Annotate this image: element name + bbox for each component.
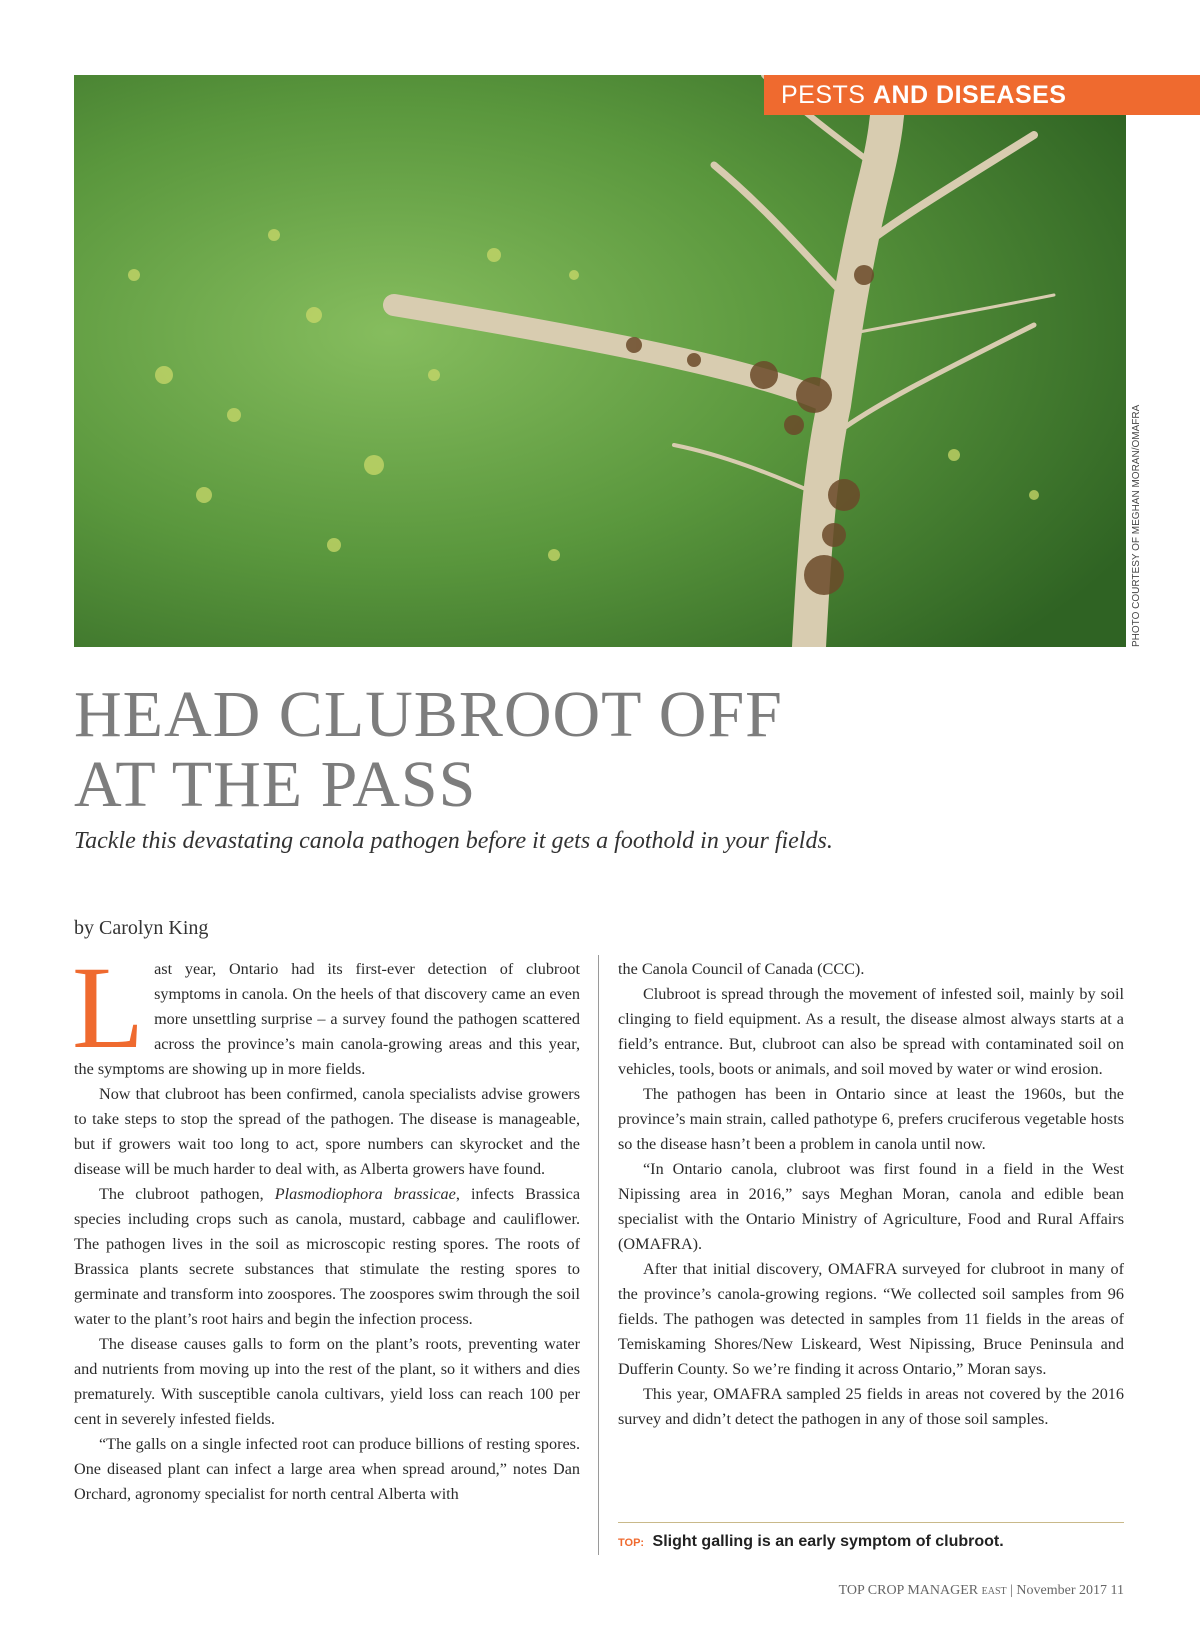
clubroot-root-illustration [74, 75, 1126, 647]
section-label-light: PESTS [781, 80, 866, 109]
column-divider [598, 955, 599, 1555]
page-number: 11 [1110, 1583, 1124, 1598]
magazine-name: TOP CROP MANAGER [838, 1583, 979, 1598]
caption-rule [618, 1522, 1124, 1523]
body-paragraph: Clubroot is spread through the movement of infested soil, mainly by soil clinging to field equipment. As a result, the disease almost always starts at a field’s entrance. But, clubroot can also be spread with contaminated soil on vehicles, tools, boots or animals, and soil moved by water or wind erosion. [618, 985, 1124, 1078]
folio-separator: | [1010, 1583, 1013, 1598]
deck: Tackle this devastating canola pathogen before it gets a foothold in your fields. [74, 828, 833, 854]
photo-caption [618, 1533, 1138, 1551]
body-paragraph: After that initial discovery, OMAFRA surveyed for clubroot in many of the province’s canola-growing regions. “We collected soil samples from 96 fields. The pathogen was detected in samples from 11 fields in the areas of Temiskaming Shores/New Liskeard, West Nipissing, Bruce Peninsula and Dufferin County. So we’re finding it across Ontario,” Moran says. [618, 1260, 1124, 1378]
caption-label: TOP: [618, 1537, 645, 1549]
article-column-left [72, 942, 581, 1507]
body-paragraph [74, 1182, 580, 1332]
headline [74, 680, 974, 820]
body-paragraph [72, 942, 580, 1082]
body-paragraph: the Canola Council of Canada (CCC). [618, 960, 865, 978]
species-name: Plasmodiophora brassicae [274, 1185, 456, 1203]
article-column-right [618, 957, 1124, 1432]
page-folio [839, 1583, 1124, 1599]
hero-photo [74, 75, 1126, 647]
byline: by Carolyn King [74, 917, 209, 939]
body-paragraph: Now that clubroot has been confirmed, canola specialists advise growers to take steps to stop the spread of the pathogen. The disease is manageable, but if growers wait too long to act, spore numbers can skyrocket and the disease will be much harder to deal with, as Alberta growers have found. [74, 1085, 580, 1178]
body-paragraph: The disease causes galls to form on the plant’s roots, preventing water and nutrients from moving up into the rest of the plant, so it withers and dies prematurely. With susceptible canola cultivars, yield loss can reach 100 per cent in severely infested fields. [74, 1335, 580, 1428]
section-banner [764, 75, 1200, 115]
section-label-bold: AND DISEASES [872, 80, 1067, 109]
edition-label: EAST [981, 1586, 1007, 1597]
headline-line-2: AT THE PASS [74, 748, 477, 821]
issue-date: November 2017 [1016, 1583, 1108, 1598]
headline-line-1: HEAD CLUBROOT OFF [74, 678, 783, 751]
body-paragraph: “The galls on a single infected root can produce billions of resting spores. One diseased plant can infect a large area when spread around,” notes Dan Orchard, agronomy specialist for north central Alberta with [74, 1435, 580, 1503]
photo-credit: PHOTO COURTESY OF MEGHAN MORAN/OMAFRA [1131, 404, 1142, 647]
body-text: , infects Brassica species including crops such as canola, mustard, cabbage and cauliflower. The pathogen lives in the soil as microscopic resting spores. The roots of Brassica plants secrete substances that stimulate the resting spores to germinate and transform into zoospores. The zoospores swim through the soil water to the plant’s root hairs and begin the infection process. [74, 1185, 581, 1328]
body-paragraph: “In Ontario canola, clubroot was first found in a field in the West Nipissing area in 2016,” says Meghan Moran, canola and edible bean specialist with the Ontario Ministry of Agriculture, Food and Rural Affairs (OMAFRA). [618, 1160, 1124, 1253]
body-paragraph: The pathogen has been in Ontario since at least the 1960s, but the province’s main strain, called pathotype 6, prefers cruciferous vegetable hosts so the disease hasn’t been a problem in canola until now. [618, 1085, 1124, 1153]
body-text: ast year, Ontario had its first-ever detection of clubroot symptoms in canola. On the heels of that discovery came an even more unsettling surprise – a survey found the pathogen scattered across the province’s main canola-growing areas and this year, the symptoms are showing up in more fields. [74, 960, 580, 1078]
caption-text: Slight galling is an early symptom of clubroot. [652, 1533, 1004, 1550]
body-paragraph: This year, OMAFRA sampled 25 fields in areas not covered by the 2016 survey and didn’t detect the pathogen in any of those soil samples. [618, 1385, 1124, 1428]
drop-cap: L [72, 942, 145, 1073]
body-text: The clubroot pathogen, [99, 1185, 275, 1203]
